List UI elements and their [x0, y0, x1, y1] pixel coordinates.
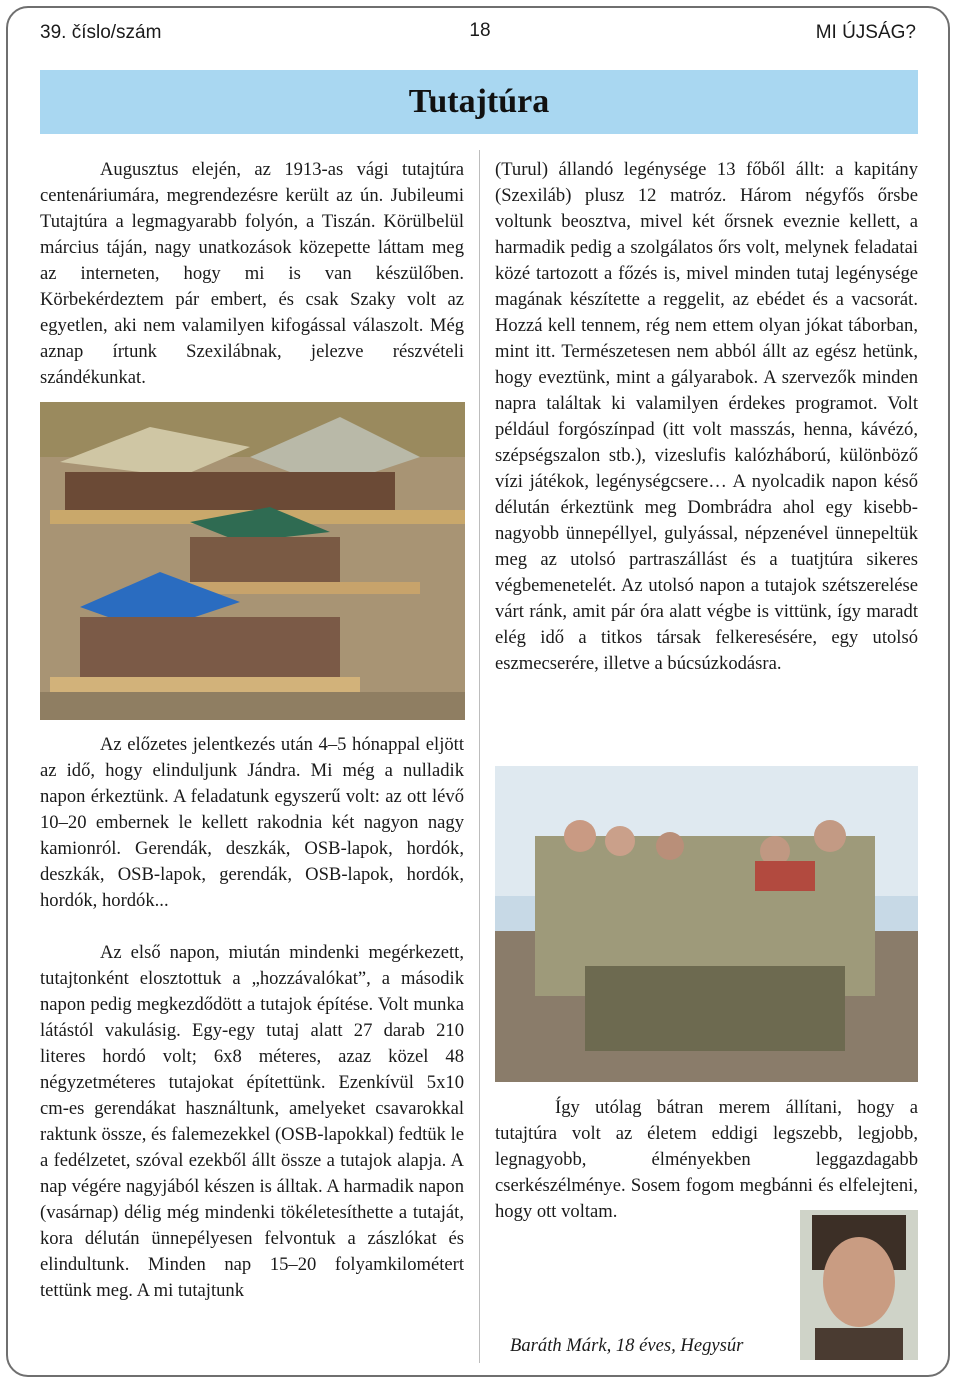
author-portrait-image [800, 1210, 918, 1360]
issue-label: 39. číslo/szám [40, 22, 162, 43]
author-portrait [800, 1210, 918, 1360]
left-paragraph-2: Az előzetes jelentkezés után 4–5 hónappal eljött az idő, hogy elinduljunk Jándra. Mi még a nulladik napon érkeztünk. A feladatunk egyszerű volt: az ott lévő 10–20 embernek le kellett rakodnia két nagyon nagy kamionról. Gerendák, deszkák, OSB-lapok, hordók, deszkák, OSB-lapok, gerendák, OSB-lapok, hordók, hordók, hordók... [40, 734, 464, 911]
article-title: Tutajtúra [408, 83, 550, 120]
left-paragraph-3: Az első napon, miután mindenki megérkezett, tutajtonként elosztottuk a „hozzávalókat”, a második napon pedig megkezdődött a tutajok építése. Volt munka látástól vakulásig. Egy-egy tutaj alatt 27 darab 210 literes hordó volt; 6x8 méteres, azaz közel 48 négyzetméteres tutajokat építettünk. Ezenkívül 5x10 cm-es gerendákat használtunk, amelyeket csavarokkal raktunk össze, és falemezekkel (OSB-lapokkal) fedtük le a fedélzetet, szóval ezekből állt össze a tutajok alapja. A nap végére nagyjából készen is álltak. A harmadik napon (vasárnap) délig még mindenki tökéletesíthette a tutaját, kora délután ünnepélyesen felvontuk a zászlókat és elindultunk. Minden nap 15–20 folyamkilométert tettünk meg. A mi tutajtunk [40, 942, 464, 1301]
column-divider [479, 150, 480, 1363]
rafts-photo [40, 402, 465, 720]
group-photo [495, 766, 918, 1082]
magazine-title: MI ÚJSÁG? [815, 22, 916, 43]
title-bar [40, 70, 918, 134]
group-photo-image [495, 766, 918, 1082]
left-paragraph-1: Augusztus elején, az 1913-as vági tutajtúra centenáriumára, megrendezésre került az ún. Jubileumi Tutajtúra a legmagyarabb folyón, a Tiszán. Körülbelül március táján, nagy unatkozások közepette láttam meg az interneten, hogy mi is van készülőben. Körbekérdeztem pár embert, és csak Szaky volt az egyetlen, aki nem valamilyen kifogással válaszolt. Még aznap írtunk Szexilábnak, jelezve részvételi szándékunkat. [40, 159, 464, 388]
author-caption: Baráth Márk, 18 éves, Hegysúr [510, 1335, 744, 1356]
right-paragraph-2: Így utólag bátran merem állítani, hogy a tutajtúra volt az életem eddigi legszebb, legjobb, legnagyobb, élményekben leggazdagabb cserkészélménye. Sosem fogom megbánni és elfelejteni, hogy ott voltam. [495, 1097, 918, 1222]
page-number: 18 [469, 20, 491, 41]
rafts-photo-image [40, 402, 465, 720]
right-paragraph-1: (Turul) állandó legénysége 13 főből állt: a kapitány (Szexiláb) plusz 12 matróz. Három négyfős őrsbe voltunk beosztva, mivel két őrsnek eveznie kellett, a harmadik pedig a szolgálatos őrs volt, melynek feladatai közé tartozott a főzés is, mivel minden tutaj legénysége magának készítette a reggelit, az ebédet és a vacsorát. Hozzá kell tennem, rég nem ettem olyan jókat táborban, mint itt. Természetesen nem abból állt az egész hetünk, hogy eveztünk, mint a gályarabok. A szervezők minden napra találtak ki valamilyen érdekes programot. Volt például forgószínpad (itt volt masszás, henna, kávézó, szépségszalon stb.), vizeslufis kalózháború, különböző vízi játékok, legénységcsere… A nyolcadik napon késő délután érkeztünk meg Dombrádra ahol egy kisebb-nagyobb ünnepéllyel, gulyással, népzenével ünnepeltük meg az utolsó partraszállást és a tuatjtúra sikeres végbemenetelét. Az utolsó napon a tutajok szétszerelése várt ránk, amit pár óra alatt végbe is vittünk, így maradt elég idő a titkos társak felkeresésére, egy utolsó eszmecserére, illetve a búcsúzkodásra. [495, 159, 918, 674]
